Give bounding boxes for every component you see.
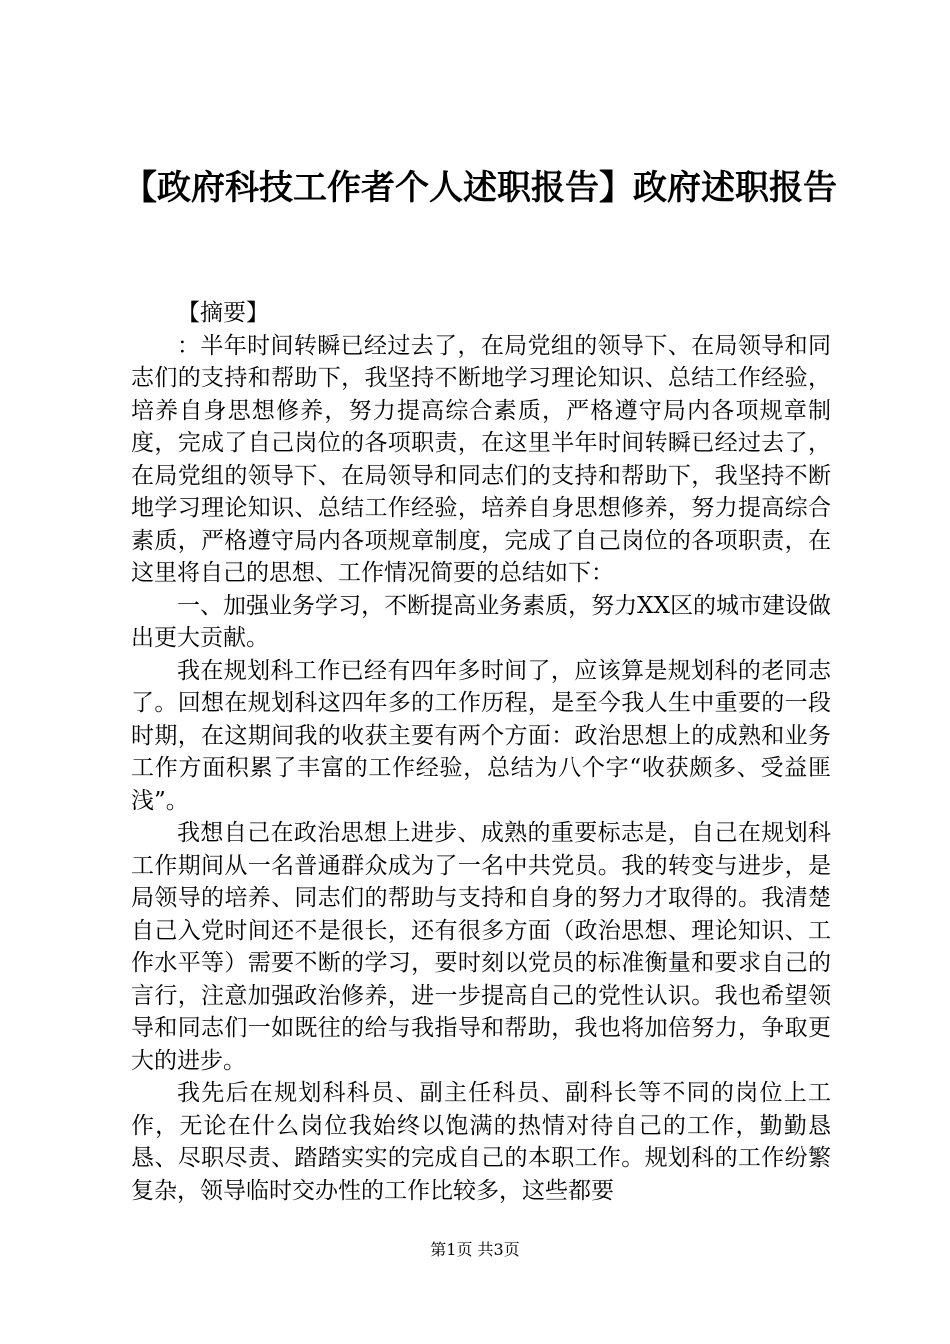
document-title: 【政府科技工作者个人述职报告】政府述职报告 [123, 168, 837, 208]
paragraph-political-progress: 我想自己在政治思想上进步、成熟的重要标志是，自己在规划科工作期间从一名普通群众成为了一名中共党员。我的转变与进步，是局领导的培养、同志们的帮助与支持和自身的努力才取得的。我清楚自己入党时间还不是很长，还有很多方面（政治思想、理论知识、工作水平等）需要不断的学习，要时刻以党员的标准衡量和要求自己的言行，注意加强政治修养，进一步提高自己的党性认识。我也希望领导和同志们一如既往的给与我指导和帮助，我也将加倍努力，争取更大的进步。 [131, 820, 831, 1074]
paragraph-abstract: ：半年时间转瞬已经过去了，在局党组的领导下、在局领导和同志们的支持和帮助下，我坚持不断地学习理论知识、总结工作经验，培养自身思想修养，努力提高综合素质，严格遵守局内各项规章制度，完成了自己岗位的各项职责，在这里半年时间转瞬已经过去了，在局党组的领导下、在局领导和同志们的支持和帮助下，我坚持不断地学习理论知识、总结工作经验，培养自身思想修养，努力提高综合素质，严格遵守局内各项规章制度，完成了自己岗位的各项职责，在这里将自己的思想、工作情况简要的总结如下： [131, 332, 831, 586]
document-body [131, 297, 831, 1207]
abstract-heading: 【摘要】 [177, 300, 269, 326]
paragraph-work-history: 我在规划科工作已经有四年多时间了，应该算是规划科的老同志了。回想在规划科这四年多的工作历程，是至今我人生中重要的一段时期，在这期间我的收获主要有两个方面：政治思想上的成熟和业务工作方面积累了丰富的工作经验，总结为八个字“收获颇多、受益匪浅”。 [131, 657, 831, 814]
page-footer: 第1页 共3页 [430, 1240, 520, 1259]
paragraph-section-one-heading: 一、加强业务学习，不断提高业务素质，努力XX区的城市建设做出更大贡献。 [131, 592, 831, 651]
paragraph-positions: 我先后在规划科科员、副主任科员、副科长等不同的岗位上工作，无论在什么岗位我始终以饱满的热情对待自己的工作，勤勤恳恳、尽职尽责、踏踏实实的完成自己的本职工作。规划科的工作纷繁复杂，领导临时交办性的工作比较多，这些都要 [131, 1080, 831, 1204]
